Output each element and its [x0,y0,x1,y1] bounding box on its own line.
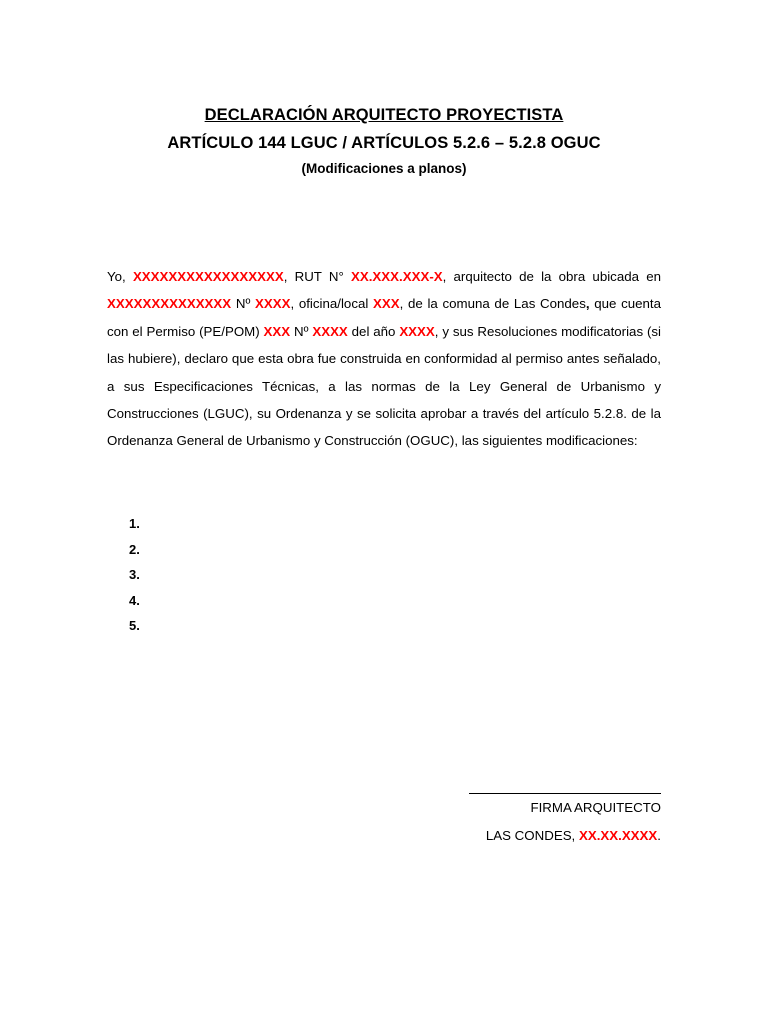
text-segment: Yo, [107,269,133,284]
field-office: XXX [373,296,400,312]
field-year: XXXX [399,323,435,339]
signature-line [469,793,661,794]
modifications-list [129,511,140,639]
text-segment: , arquitecto de la obra ubicada en [442,269,661,284]
declaration-paragraph [107,263,661,455]
field-architect-name: XXXXXXXXXXXXXXXXX [132,269,284,284]
bold-comma: , [585,296,590,312]
document-title: DECLARACIÓN ARQUITECTO PROYECTISTA [204,106,564,124]
text-segment: , oficina/local [290,296,373,312]
text-segment: Nº [290,323,313,339]
list-item: 1. [129,516,140,531]
list-item: 4. [129,592,140,608]
field-street-number: XXXX [254,296,291,312]
list-item: 3. [129,567,140,582]
text-segment: , y sus Resoluciones modificatorias (si las hubiere), declaro que esta obra fue construida en conformidad al permiso antes señalado, a sus Especificaciones Técnicas, a las normas de la Ley General de Urbanismo y Construcciones (LGUC), su Ordenanza y se solicita aprobar a través del artículo 5.2.8. de la Ordenanza General de Urbanismo y Construcción (OGUC), las siguientes modificaciones: [107,323,661,449]
document-subtitle: ARTÍCULO 144 LGUC / ARTÍCULOS 5.2.6 – 5.2.8 OGUC [167,134,601,152]
list-item: 2. [129,541,140,557]
text-segment: , RUT N° [283,269,351,284]
text-segment: Nº [231,296,255,312]
list-item: 5. [129,618,140,633]
field-rut: XX.XXX.XXX-X [351,269,443,284]
field-street: XXXXXXXXXXXXXX [107,296,232,312]
signature-label: FIRMA ARQUITECTO [530,800,661,815]
document-note: (Modificaciones a planos) [301,161,467,176]
field-permit: XXX [263,323,291,339]
text-segment: del año [347,323,400,339]
field-permit-number: XXXX [312,323,348,339]
signature-place-date [486,828,661,843]
place-suffix: . [657,828,661,843]
place-prefix: LAS CONDES, [485,828,579,843]
text-segment: , de la comuna de Las Condes [399,296,586,312]
text-segment: que cuenta con el Permiso (PE/POM) [107,296,661,339]
field-date: XX.XX.XXXX [578,828,658,843]
